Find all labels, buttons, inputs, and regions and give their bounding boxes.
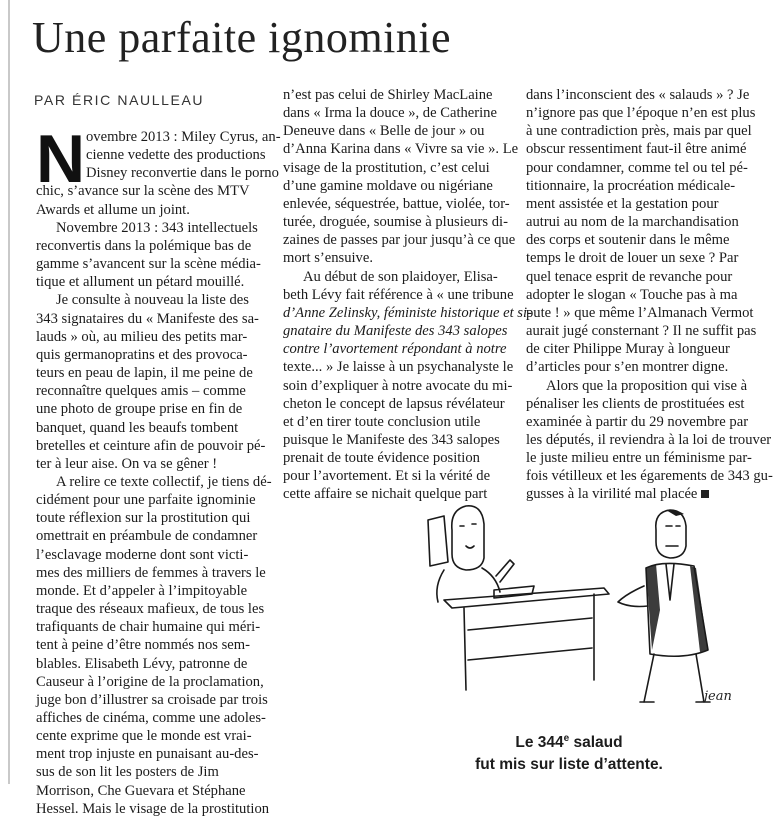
text-line: sus de son lit les posters de Jim xyxy=(36,764,219,781)
right-character-head xyxy=(656,510,686,558)
text-line: soin d’expliquer à notre avocate du mi- xyxy=(283,377,513,394)
desk-legs xyxy=(464,594,594,690)
text-line: d’articles pour s’en montrer digne. xyxy=(526,359,729,376)
text-line: titionnaire, la procréation médicale- xyxy=(526,177,736,194)
text-line: d’une gamine moldave ou nigériane xyxy=(283,177,493,194)
cartoon-illustration xyxy=(404,490,734,720)
text-line: ter à leur aise. On va se gêner ! xyxy=(36,455,218,472)
left-character-head xyxy=(452,506,484,570)
column-2 xyxy=(283,86,532,504)
text-line: Hessel. Mais le visage de la prostitution xyxy=(36,800,270,817)
text-line: Causeur à l’origine de la proclamation, xyxy=(36,673,264,690)
text-line: texte... » Je laisse à un psychanalyste le xyxy=(283,359,514,376)
text-line: pour l’avortement. Et si la vérité de xyxy=(283,468,491,485)
text-line: prenait de toute évidence position xyxy=(283,450,480,467)
text-line: bretelles et ceinture afin de pouvoir pé- xyxy=(36,437,266,454)
left-character-ear xyxy=(428,516,448,566)
text-line: pute ! » que même l’Almanach Vermot xyxy=(526,304,754,321)
tie xyxy=(666,564,674,600)
text-line: et d’en tirer toute conclusion utile xyxy=(283,413,481,430)
page-edge-line xyxy=(8,0,10,784)
text-line: n’est pas celui de Shirley MacLaine xyxy=(283,87,493,103)
column-1 xyxy=(36,121,281,818)
article-title: Une parfaite ignominie xyxy=(32,13,452,62)
italic-quote: d’Anne Zelinsky, féministe historique et si- xyxy=(283,304,532,321)
text-line: Novembre 2013 : 343 intellectuels xyxy=(56,219,258,236)
text-line: lauds » où, au milieu des petits mar- xyxy=(36,328,248,345)
text-line: mort s’ensuive. xyxy=(283,250,373,267)
text-line: 343 signataires du « Manifeste des sa- xyxy=(36,310,259,327)
text-line: autrui au nom de la marchandisation xyxy=(526,214,739,231)
text-line xyxy=(283,340,513,358)
cartoon-caption xyxy=(404,728,734,776)
text-line: cidément pour une parfaite ignominie xyxy=(36,492,256,509)
text-line: juge bon d’illustrer sa croisade par trois xyxy=(36,691,268,708)
text-line: dans « Irma la douce », de Catherine xyxy=(283,105,497,122)
text-line: des corps et soutenir dans le même xyxy=(526,232,730,249)
caption-line-2: fut mis sur liste d’attente. xyxy=(475,756,663,774)
text-line: cente exprime que le monde est vrai- xyxy=(36,728,252,745)
text-line: tique et allument un pétard mouillé. xyxy=(36,274,245,291)
text-line: turée, droguée, soumise à plusieurs di- xyxy=(283,214,508,231)
text-line: pénaliser les clients de prostituées est xyxy=(526,395,745,412)
text-line: beth Lévy fait référence à « une tribune xyxy=(283,286,514,303)
chair-legs xyxy=(644,654,704,702)
text-line: enlevée, séquestrée, battue, violée, tor- xyxy=(283,195,510,212)
text-line: à une contradiction près, mais par quel xyxy=(526,123,752,140)
text-line: A relire ce texte collectif, je tiens dé- xyxy=(56,473,272,490)
text-line: obscur ressentiment faut-il être animé xyxy=(526,141,747,158)
text-line xyxy=(283,304,532,322)
italic-quote: contre l’avortement répondant à notre xyxy=(283,341,507,358)
text-line: de citer Philippe Muray à longueur xyxy=(526,341,730,358)
text-line: quis germanopratins et des provoca- xyxy=(36,346,248,363)
text-line: aurait jugé consternant ? Il ne suffit pas xyxy=(526,323,757,340)
desk-panel xyxy=(468,618,592,660)
text-line: d’Anna Karina dans « Vivre sa vie ». Le xyxy=(283,141,519,158)
text-line: ovembre 2013 : Miley Cyrus, an- xyxy=(86,129,281,145)
text-line: monde. Et d’appeler à l’impitoyable xyxy=(36,582,248,599)
text-line: cienne vedette des productions xyxy=(86,147,266,164)
text-line: ment assistée et la gestation pour xyxy=(526,195,719,212)
text-line: reconvertis dans la polémique bas de xyxy=(36,237,252,254)
text-line: gamme s’avancent sur la scène média- xyxy=(36,256,261,273)
caption-line-1 xyxy=(404,728,734,754)
caption-superscript: e xyxy=(563,733,570,744)
text-line: traque des réseaux mafieux, de tous les xyxy=(36,601,265,618)
text-line: Morrison, Che Guevara et Stéphane xyxy=(36,782,246,799)
text-line: fois vétilleux et les égarements de 343 gu- xyxy=(526,468,773,485)
desk-top xyxy=(444,588,609,608)
text-line: Awards et allume un joint. xyxy=(36,201,190,218)
caption-text: salaud xyxy=(569,734,623,752)
caption-text: Le 344 xyxy=(515,734,564,752)
text-line: visage de la prostitution, c’est celui xyxy=(283,159,490,176)
text-line: Deneuve dans « Belle de jour » ou xyxy=(283,123,485,140)
text-line: reconnaître quelques amis – comme xyxy=(36,383,246,400)
drop-cap: N xyxy=(36,121,86,197)
text-line: toute réflexion sur la prostitution qui xyxy=(36,510,251,527)
column-3 xyxy=(526,86,773,504)
text-line: banquet, quand les beaufs tombent xyxy=(36,419,239,436)
text-line: Au début de son plaidoyer, Elisa- xyxy=(303,268,498,285)
text-line: pour condamner, comme tel ou tel pé- xyxy=(526,159,748,176)
text-line: puisque le Manifeste des 343 salopes xyxy=(283,431,500,448)
text-line: examinée à partir du 29 novembre par xyxy=(526,413,749,430)
text-line-end: gusses à la virilité mal placée xyxy=(526,486,698,503)
text-line: Je consulte à nouveau la liste des xyxy=(56,292,249,309)
text-line: omettrait en préambule de condamner xyxy=(36,528,258,545)
text-line: Disney reconvertie dans le porno xyxy=(86,165,279,182)
text-line: tent à peine d’être nommés nos sem- xyxy=(36,637,250,654)
text-line: ment trop injuste en punaisant au-des- xyxy=(36,746,259,763)
text-line: les députés, il reviendra à la loi de trouver xyxy=(526,431,772,448)
text-line: trafiquants de chair humaine qui méri- xyxy=(36,619,261,636)
text-line: mes des milliers de femmes à travers le xyxy=(36,564,266,581)
text-line: chic, s’avance sur la scène des MTV xyxy=(36,183,250,200)
article-byline: PAR ÉRIC NAULLEAU xyxy=(34,92,205,108)
cartoon-signature: jean xyxy=(704,689,732,704)
text-line: blables. Elisabeth Lévy, patronne de xyxy=(36,655,248,672)
text-line: l’esclavage moderne dont sont victi- xyxy=(36,546,249,563)
italic-quote: gnataire du Manifeste des 343 salopes xyxy=(283,323,508,340)
text-line: une photo de groupe prise en fin de xyxy=(36,401,243,418)
text-line: temps le droit de louer un sexe ? Par xyxy=(526,250,739,267)
text-line: quel tenace esprit de revanche pour xyxy=(526,268,733,285)
right-character-arm xyxy=(618,586,648,607)
text-line: teurs en peau de lapin, il me peine de xyxy=(36,365,253,382)
text-line: zaines de passes par jour jusqu’à ce que xyxy=(283,232,516,249)
text-line: n’ignore pas que l’époque n’en est plus xyxy=(526,105,756,122)
text-line: dans l’inconscient des « salauds » ? Je xyxy=(526,87,750,103)
text-line: le juste milieu entre un féminisme par- xyxy=(526,450,752,467)
text-line: cheton le concept de lapsus révélateur xyxy=(283,395,505,412)
text-line: Alors que la proposition qui vise à xyxy=(546,377,748,394)
pen xyxy=(496,560,514,582)
text-line xyxy=(283,322,513,340)
text-line: adopter le slogan « Touche pas à ma xyxy=(526,286,738,303)
text-line: affiches de cinéma, comme une adoles- xyxy=(36,710,266,726)
text-line: cette affaire se nichait quelque part xyxy=(283,486,488,503)
